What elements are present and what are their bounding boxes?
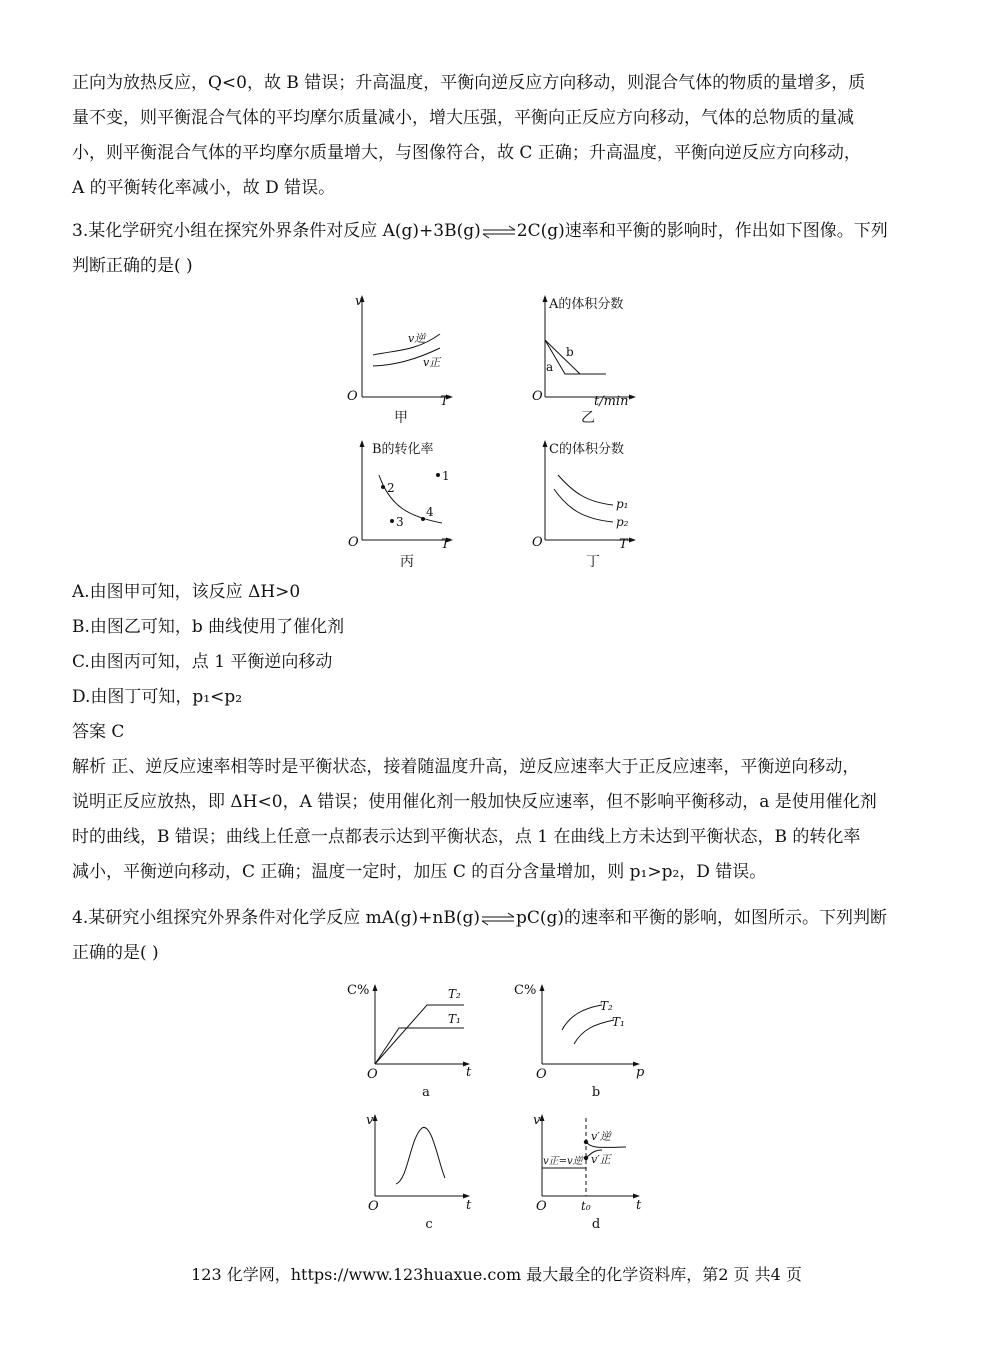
option-d: D.由图丁可知，p₁<p₂ bbox=[72, 687, 243, 707]
d-point-reverse bbox=[584, 1140, 588, 1144]
ding-caption: 丁 bbox=[586, 554, 600, 570]
question-4-text-a: 4.某研究小组探究外界条件对化学反应 mA(g)+nB(g) bbox=[72, 908, 480, 928]
jia-x-axis-label: T bbox=[440, 394, 449, 409]
bing-point-4 bbox=[421, 517, 425, 521]
yi-curve-a-label: a bbox=[546, 360, 554, 374]
b-y-axis-label: C% bbox=[514, 983, 537, 998]
intro-line: 正向为放热反应，Q<0，故 B 错误；升高温度，平衡向逆反应方向移动，则混合气体的物质的量增多，质 bbox=[72, 73, 866, 93]
option-c: C.由图丙可知，点 1 平衡逆向移动 bbox=[72, 652, 333, 672]
figure-d bbox=[512, 1110, 652, 1234]
bing-point-4-label: 4 bbox=[426, 505, 434, 519]
question-3-text-b: 2C(g)速率和平衡的影响时，作出如下图像。下列 bbox=[516, 221, 888, 241]
jia-origin-label: O bbox=[347, 389, 358, 404]
figure-bing bbox=[345, 437, 465, 576]
bing-point-2-label: 2 bbox=[387, 481, 395, 495]
b-caption: b bbox=[591, 1085, 601, 1100]
figure-b bbox=[512, 980, 652, 1104]
option-a: A.由图甲可知，该反应 ΔH>0 bbox=[72, 582, 301, 602]
figure-jia bbox=[345, 292, 465, 431]
question-3-text-a: 3.某化学研究小组在探究外界条件对反应 A(g)+3B(g) bbox=[72, 221, 481, 241]
yi-y-axis-label: A的体积分数 bbox=[549, 297, 624, 312]
b-curve-t2-label: T₂ bbox=[600, 999, 613, 1013]
ding-curve-p2-label: p₂ bbox=[616, 515, 629, 529]
option-b: B.由图乙可知，b 曲线使用了催化剂 bbox=[72, 617, 345, 637]
question-3-answer: 答案 C bbox=[72, 722, 125, 742]
c-x-axis-label: t bbox=[466, 1198, 472, 1213]
jia-curve-v-forward-label: v正 bbox=[423, 356, 441, 369]
question-4-line-2: 正确的是( ) bbox=[72, 943, 159, 963]
d-equal-rate-label: v正=v逆 bbox=[543, 1156, 583, 1167]
b-curve-t1-label: T₁ bbox=[612, 1015, 625, 1029]
jia-y-axis-label: v bbox=[355, 294, 363, 309]
d-point-forward bbox=[584, 1156, 588, 1160]
bing-point-1 bbox=[436, 473, 440, 477]
bing-point-3-label: 3 bbox=[396, 515, 404, 529]
bing-point-3 bbox=[390, 519, 394, 523]
a-y-axis-label: C% bbox=[347, 983, 370, 998]
b-x-axis-label: p bbox=[636, 1065, 645, 1080]
c-caption: c bbox=[425, 1217, 433, 1232]
question-4-line-1 bbox=[72, 901, 922, 936]
intro-line: 小，则平衡混合气体的平均摩尔质量增大，与图像符合，故 C 正确；升高温度，平衡向逆反应方向移动， bbox=[72, 143, 861, 163]
bing-origin-label: O bbox=[348, 535, 359, 550]
question-4-text-b: pC(g)的速率和平衡的影响，如图所示。下列判断 bbox=[516, 908, 888, 928]
intro-line: A 的平衡转化率减小，故 D 错误。 bbox=[72, 178, 336, 198]
yi-curve-b-label: b bbox=[566, 345, 574, 359]
c-y-axis-label: v bbox=[366, 1113, 374, 1128]
d-x-axis-label: t bbox=[636, 1198, 642, 1213]
page-footer: 123 化学网，https://www.123huaxue.com 最大最全的化学资料库，第2 页 共4 页 bbox=[191, 1265, 802, 1284]
ding-curve-p1-label: p₁ bbox=[616, 497, 629, 511]
bing-point-2 bbox=[381, 485, 385, 489]
figure-ding bbox=[528, 437, 658, 576]
a-curve-t1-label: T₁ bbox=[448, 1012, 461, 1026]
a-x-axis-label: t bbox=[466, 1065, 472, 1080]
bing-caption: 丙 bbox=[400, 554, 414, 570]
bing-point-1-label: 1 bbox=[442, 469, 450, 483]
ding-origin-label: O bbox=[532, 535, 543, 550]
d-origin-label: O bbox=[536, 1199, 547, 1214]
intro-paragraph bbox=[72, 66, 922, 206]
d-t0-tick-label: t₀ bbox=[581, 1199, 591, 1213]
yi-origin-label: O bbox=[532, 389, 543, 404]
d-v-prime-reverse-label: v′逆 bbox=[591, 1130, 611, 1143]
analysis-line: 解析 正、逆反应速率相等时是平衡状态，接着随温度升高，逆反应速率大于正反应速率，平衡逆向移动， bbox=[72, 757, 860, 777]
bing-y-axis-label: B的转化率 bbox=[372, 442, 434, 457]
b-origin-label: O bbox=[536, 1067, 547, 1082]
analysis-line: 减小，平衡逆向移动，C 正确；温度一定时，加压 C 的百分含量增加，则 p₁>p₂，D 错误。 bbox=[72, 862, 767, 882]
equilibrium-arrow-icon bbox=[480, 912, 516, 926]
analysis-line: 说明正反应放热，即 ΔH<0，A 错误；使用催化剂一般加快反应速率，但不影响平衡移动，a 是使用催化剂 bbox=[72, 792, 877, 812]
d-y-axis-label: v bbox=[533, 1113, 541, 1128]
a-curve-t2-label: T₂ bbox=[448, 987, 461, 1001]
intro-line: 量不变，则平衡混合气体的平均摩尔质量减小，增大压强，平衡向正反应方向移动，气体的总物质的量减 bbox=[72, 108, 854, 128]
jia-curve-v-reverse-label: v逆 bbox=[408, 332, 426, 345]
figure-a bbox=[342, 980, 482, 1104]
question-3-line-2: 判断正确的是( ) bbox=[72, 256, 193, 276]
question-3-stem bbox=[72, 214, 922, 284]
d-caption: d bbox=[591, 1217, 601, 1232]
ding-y-axis-label: C的体积分数 bbox=[549, 442, 624, 457]
question-3-options bbox=[72, 575, 922, 890]
question-3-line-1 bbox=[72, 214, 922, 249]
figure-yi bbox=[528, 292, 658, 431]
question-4-stem bbox=[72, 901, 922, 971]
yi-x-axis-label: t/min bbox=[594, 394, 629, 409]
jia-caption: 甲 bbox=[394, 410, 408, 426]
analysis-line: 时的曲线，B 错误；曲线上任意一点都表示达到平衡状态，点 1 在曲线上方未达到平衡状态，B 的转化率 bbox=[72, 827, 861, 847]
ding-x-axis-label: T bbox=[619, 537, 628, 552]
figure-c bbox=[342, 1110, 482, 1234]
d-v-prime-forward-label: v′正 bbox=[591, 1153, 611, 1166]
a-caption: a bbox=[422, 1085, 430, 1100]
a-origin-label: O bbox=[367, 1067, 378, 1082]
c-origin-label: O bbox=[368, 1199, 379, 1214]
equilibrium-arrow-icon bbox=[481, 225, 517, 239]
yi-caption: 乙 bbox=[581, 410, 595, 426]
bing-x-axis-label: T bbox=[441, 537, 450, 552]
